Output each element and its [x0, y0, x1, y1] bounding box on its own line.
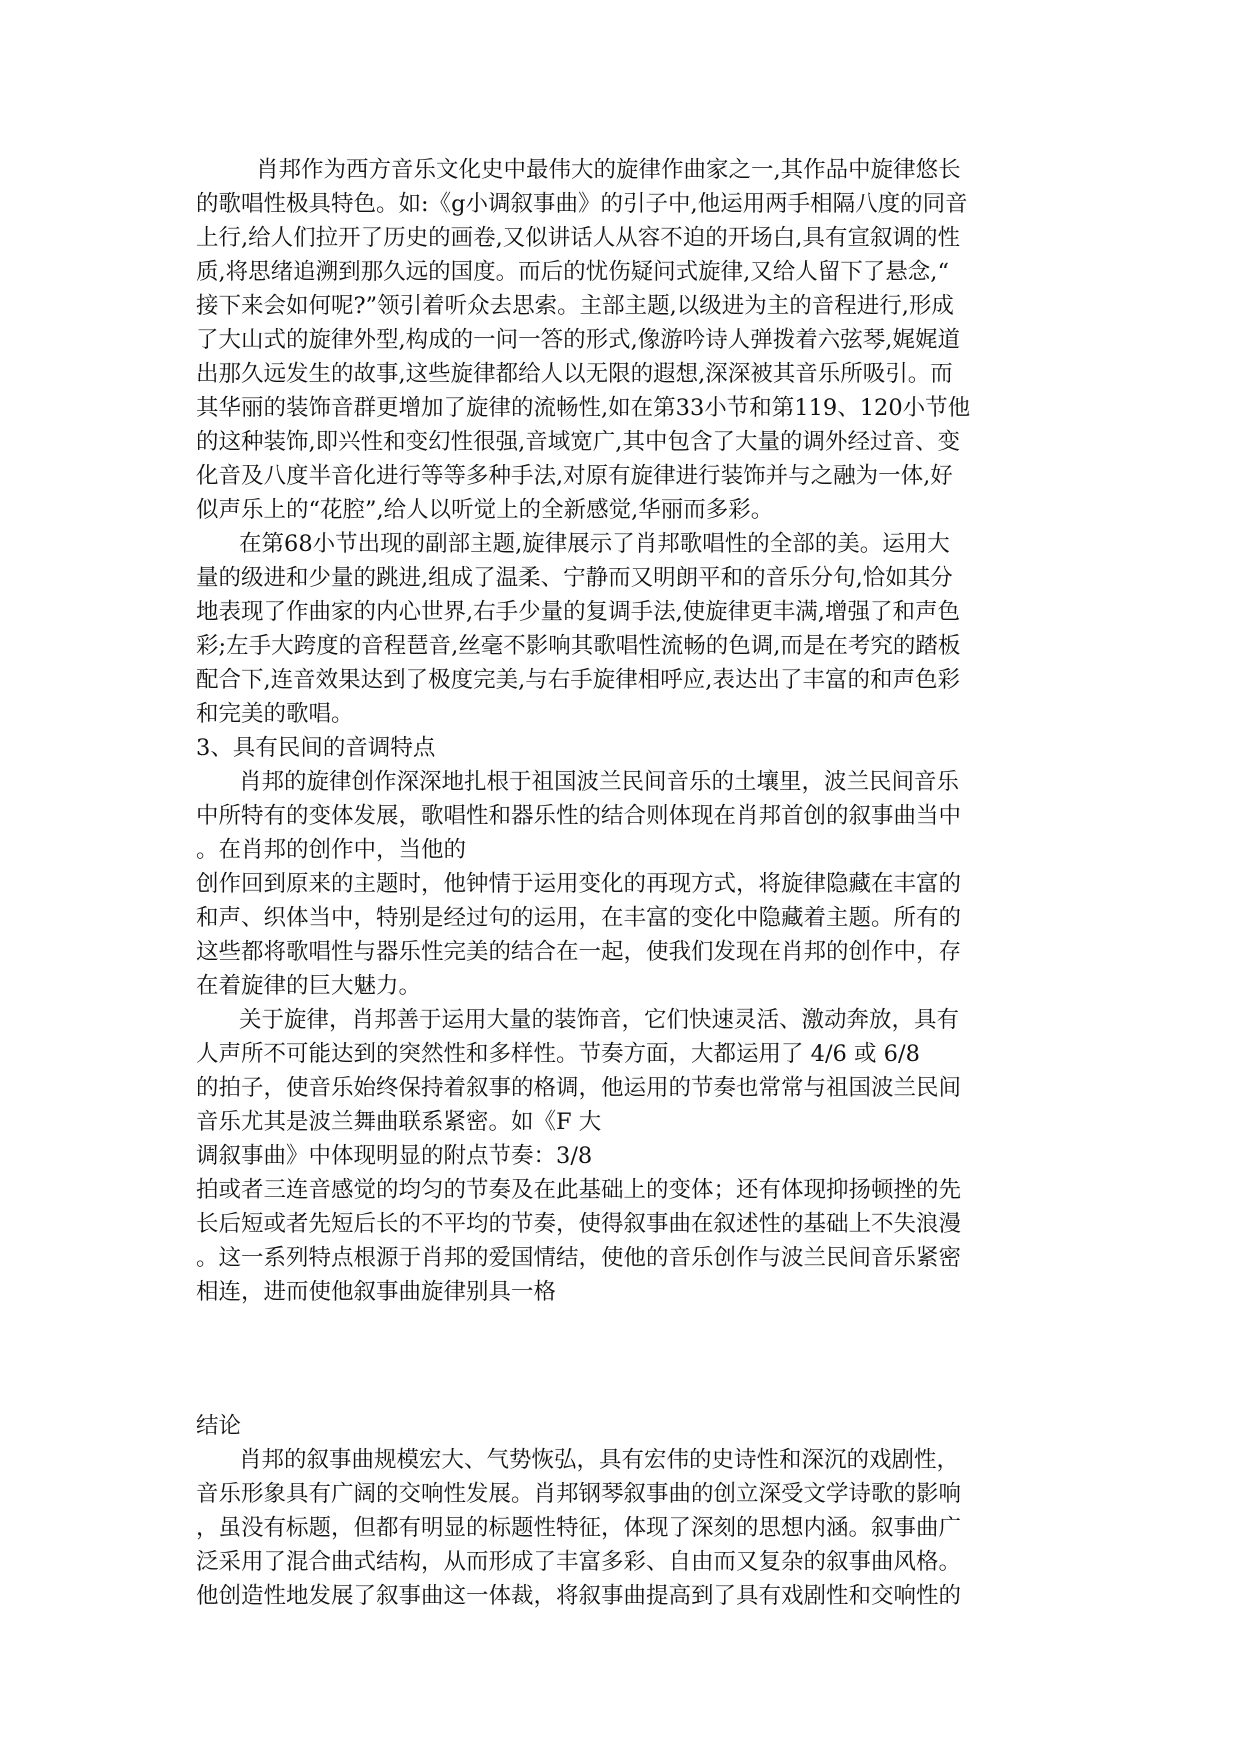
text-line: 拍或者三连音感觉的均匀的节奏及在此基础上的变体；还有体现抑扬顿挫的先 — [196, 1177, 962, 1203]
text-line: 泛采用了混合曲式结构，从而形成了丰富多彩、自由而又复杂的叙事曲风格。 — [196, 1549, 962, 1575]
text-line: 音乐尤其是波兰舞曲联系紧密。如《F 大 — [196, 1109, 602, 1135]
text-line: 了大山式的旋律外型,构成的一问一答的形式,像游吟诗人弹拨着六弦琴,娓娓道 — [196, 327, 960, 353]
text-line: 在第68小节出现的副部主题,旋律展示了肖邦歌唱性的全部的美。运用大 — [239, 531, 950, 557]
text-line: 量的级进和少量的跳进,组成了温柔、宁静而又明朗平和的音乐分句,恰如其分 — [196, 565, 953, 591]
text-line: 长后短或者先短后长的不平均的节奏，使得叙事曲在叙述性的基础上不失浪漫 — [196, 1211, 962, 1237]
text-line: 其华丽的装饰音群更增加了旋律的流畅性,如在第33小节和第119、120小节他 — [196, 395, 971, 421]
text-line: 。在肖邦的创作中，当他的 — [196, 837, 467, 863]
body-text-section-1 — [196, 153, 1048, 1309]
text-line: 。这一系列特点根源于肖邦的爱国情结，使他的音乐创作与波兰民间音乐紧密 — [196, 1245, 962, 1271]
text-line: 的这种装饰,即兴性和变幻性很强,音域宽广,其中包含了大量的调外经过音、变 — [196, 429, 960, 455]
text-line: 出那久远发生的故事,这些旋律都给人以无限的遐想,深深被其音乐所吸引。而 — [196, 361, 953, 387]
text-line: 的歌唱性极具特色。如:《g小调叙事曲》的引子中,他运用两手相隔八度的同音 — [196, 191, 968, 217]
section-heading: 结论 — [196, 1413, 242, 1439]
text-line: 调叙事曲》中体现明显的附点节奏：3/8 — [196, 1143, 593, 1169]
text-line: 化音及八度半音化进行等等多种手法,对原有旋律进行装饰并与之融为一体,好 — [196, 463, 953, 489]
text-line: 质,将思绪追溯到那久远的国度。而后的忧伤疑问式旋律,又给人留下了悬念,“ — [196, 259, 949, 285]
text-line: 的拍子，使音乐始终保持着叙事的格调，他运用的节奏也常常与祖国波兰民间 — [196, 1075, 962, 1101]
text-line: 相连，进而使他叙事曲旋律别具一格 — [196, 1279, 557, 1305]
text-line: ，虽没有标题，但都有明显的标题性特征，体现了深刻的思想内涵。叙事曲广 — [196, 1515, 962, 1541]
text-line: 创作回到原来的主题时，他钟情于运用变化的再现方式，将旋律隐藏在丰富的 — [196, 871, 962, 897]
text-line: 似声乐上的“花腔”,给人以听觉上的全新感觉,华丽而多彩。 — [196, 497, 774, 523]
text-line: 人声所不可能达到的突然性和多样性。节奏方面，大都运用了 4/6 或 6/8 — [196, 1041, 920, 1067]
text-line: 配合下,连音效果达到了极度完美,与右手旋律相呼应,表达出了丰富的和声色彩 — [196, 667, 960, 693]
text-line: 这些都将歌唱性与器乐性完美的结合在一起，使我们发现在肖邦的创作中，存 — [196, 939, 962, 965]
text-line: 接下来会如何呢?”领引着听众去思索。主部主题,以级进为主的音程进行,形成 — [196, 293, 954, 319]
text-line: 地表现了作曲家的内心世界,右手少量的复调手法,使旋律更丰满,增强了和声色 — [196, 599, 960, 625]
text-line: 肖邦的旋律创作深深地扎根于祖国波兰民间音乐的土壤里，波兰民间音乐 — [239, 769, 960, 795]
text-line: 彩;左手大跨度的音程琶音,丝毫不影响其歌唱性流畅的色调,而是在考究的踏板 — [196, 633, 961, 659]
text-line: 音乐形象具有广阔的交响性发展。肖邦钢琴叙事曲的创立深受文学诗歌的影响 — [196, 1481, 962, 1507]
body-text-section-2 — [196, 1409, 1048, 1613]
text-line: 和完美的歌唱。 — [196, 701, 354, 727]
text-line: 关于旋律，肖邦善于运用大量的装饰音，它们快速灵活、激动奔放，具有 — [239, 1007, 960, 1033]
text-line: 和声、织体当中，特别是经过句的运用，在丰富的变化中隐藏着主题。所有的 — [196, 905, 962, 931]
section-heading: 3、具有民间的音调特点 — [196, 735, 436, 761]
text-line: 肖邦的叙事曲规模宏大、气势恢弘，具有宏伟的史诗性和深沉的戏剧性， — [239, 1447, 960, 1473]
text-line: 上行,给人们拉开了历史的画卷,又似讲话人从容不迫的开场白,具有宣叙调的性 — [196, 225, 960, 251]
text-line: 他创造性地发展了叙事曲这一体裁，将叙事曲提高到了具有戏剧性和交响性的 — [196, 1583, 962, 1609]
text-line: 肖邦作为西方音乐文化史中最伟大的旋律作曲家之一,其作品中旋律悠长 — [256, 157, 961, 183]
text-line: 在着旋律的巨大魅力。 — [196, 973, 422, 999]
text-line: 中所特有的变体发展，歌唱性和器乐性的结合则体现在肖邦首创的叙事曲当中 — [196, 803, 962, 829]
